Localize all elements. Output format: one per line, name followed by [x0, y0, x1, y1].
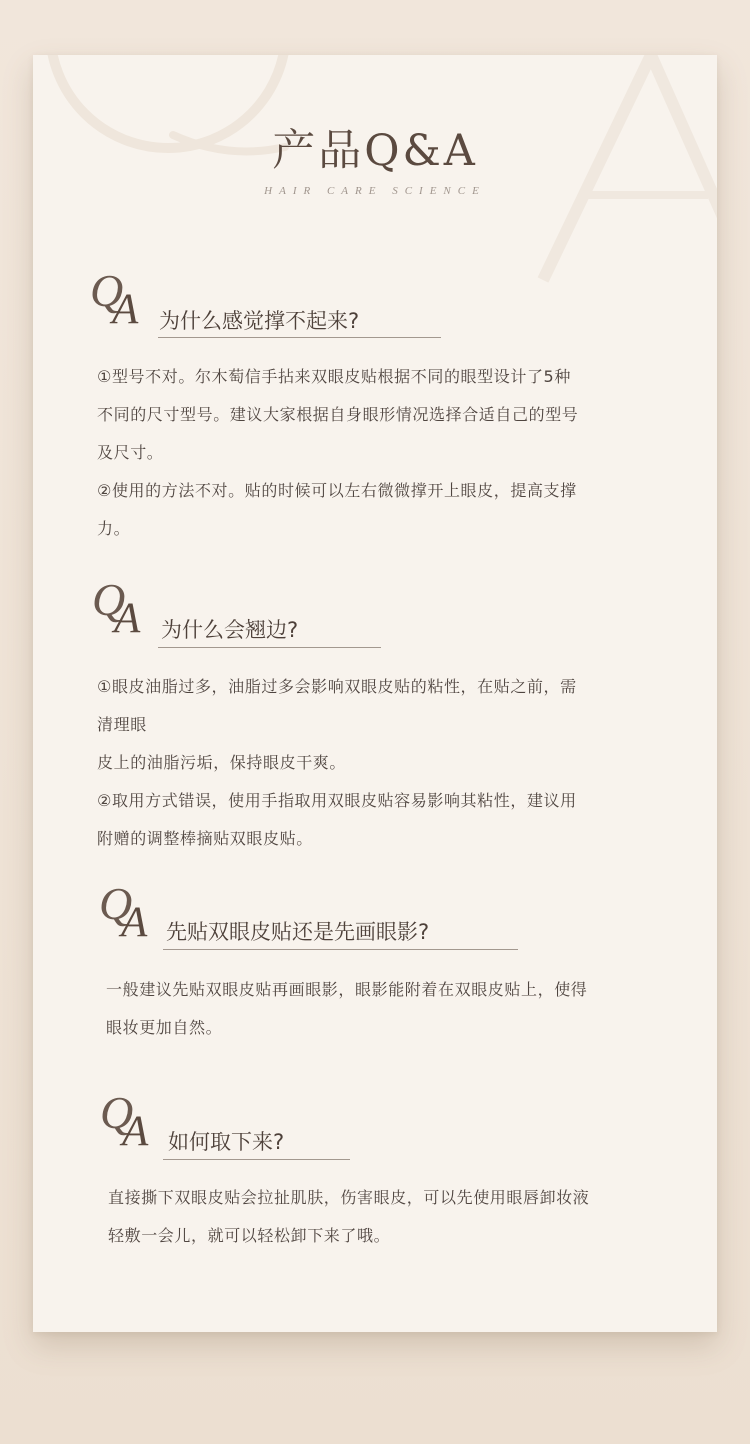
answer-line: 及尺寸。 [97, 443, 164, 462]
qa-mark-icon [99, 878, 169, 951]
qa-mark-a: A [122, 1108, 149, 1155]
answer-line: 眼妆更加自然。 [106, 1018, 223, 1037]
question-title: 先贴双眼皮贴还是先画眼影? [166, 920, 430, 944]
answer-line: ②取用方式错误，使用手指取用双眼皮贴容易影响其粘性，建议用 [97, 791, 577, 810]
answer-line: 轻敷一会儿，就可以轻松卸下来了哦。 [108, 1226, 391, 1245]
answer-line: 不同的尺寸型号。建议大家根据自身眼形情况选择合适自己的型号 [97, 405, 579, 424]
answer-line: 皮上的油脂污垢，保持眼皮干爽。 [97, 753, 347, 772]
qa-mark-icon [100, 1087, 170, 1160]
answer-line: 清理眼 [97, 715, 147, 734]
answer-line: ①型号不对。尔木萄信手拈来双眼皮贴根据不同的眼型设计了5种 [97, 367, 571, 386]
qa-mark-q: Q [99, 878, 133, 929]
qa-mark-q: Q [90, 265, 124, 316]
page-title: 产品Q&A [272, 126, 478, 176]
answer-line: 附赠的调整棒摘贴双眼皮贴。 [97, 829, 313, 848]
qa-card [33, 55, 717, 1332]
answer-text [97, 358, 578, 548]
answer-text [97, 668, 577, 858]
qa-mark-q: Q [100, 1087, 134, 1138]
qa-mark-icon [92, 574, 162, 647]
answer-text [106, 971, 587, 1047]
qa-mark-a: A [114, 595, 141, 642]
question-underline [163, 1159, 350, 1160]
question-title: 为什么感觉撑不起来? [159, 309, 360, 333]
qa-mark-a: A [112, 286, 139, 333]
question-title: 如何取下来? [168, 1130, 285, 1154]
qa-mark-icon [90, 265, 160, 338]
question-title: 为什么会翘边? [161, 618, 299, 642]
answer-line: ①眼皮油脂过多，油脂过多会影响双眼皮贴的粘性，在贴之前，需 [97, 677, 577, 696]
answer-line: 力。 [97, 519, 131, 538]
qa-mark-a: A [121, 899, 148, 946]
page-subtitle: HAIR CARE SCIENCE [264, 185, 486, 197]
qa-mark-q: Q [92, 574, 126, 625]
answer-text [108, 1179, 589, 1255]
question-underline [163, 949, 518, 950]
answer-line: 直接撕下双眼皮贴会拉扯肌肤，伤害眼皮，可以先使用眼唇卸妆液 [108, 1188, 590, 1207]
answer-line: 一般建议先贴双眼皮贴再画眼影，眼影能附着在双眼皮贴上，使得 [106, 980, 588, 999]
answer-line: ②使用的方法不对。贴的时候可以左右微微撑开上眼皮，提高支撑 [97, 481, 577, 500]
question-underline [158, 337, 441, 338]
question-underline [158, 647, 381, 648]
